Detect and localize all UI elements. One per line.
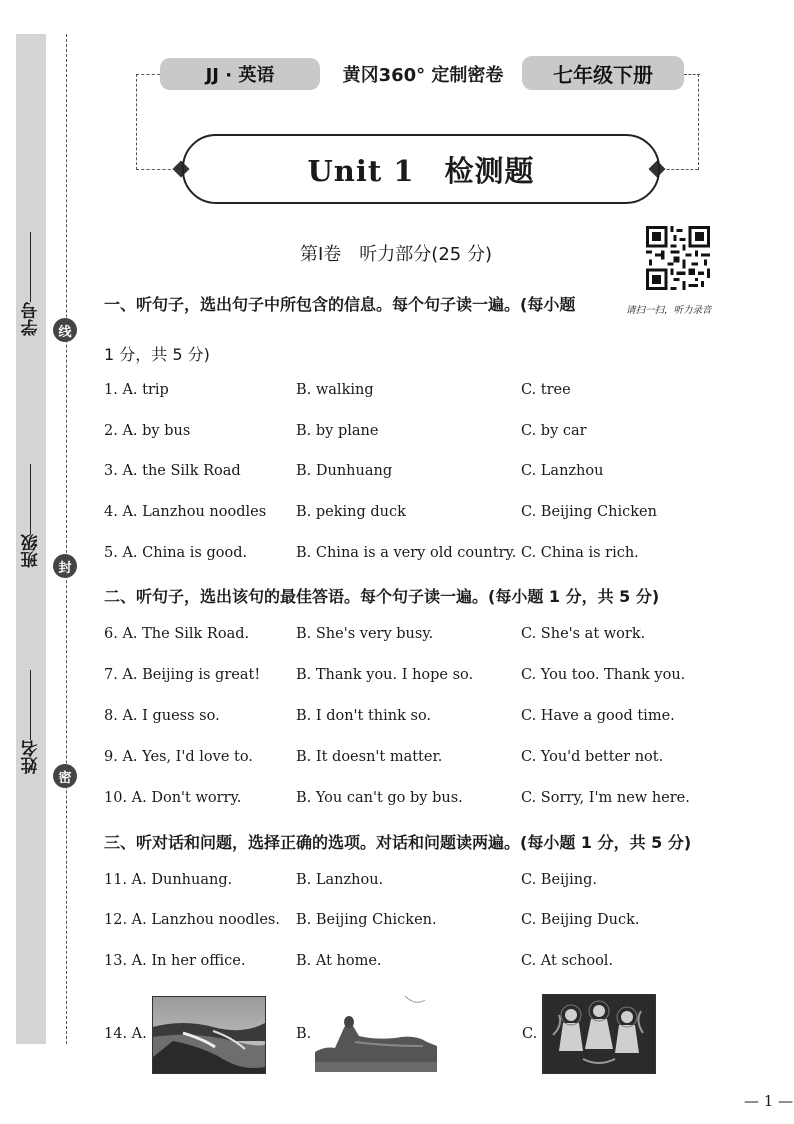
question-row — [104, 545, 704, 569]
option-b[interactable]: B. You can't go by bus. — [296, 790, 463, 806]
question-row — [104, 912, 704, 936]
option-a[interactable]: 9. A. Yes, I'd love to. — [104, 749, 253, 765]
option-c[interactable]: C. Lanzhou — [521, 463, 604, 479]
header-vdash-left — [136, 74, 137, 170]
option-c[interactable]: C. China is rich. — [521, 545, 639, 561]
option-a[interactable]: 6. A. The Silk Road. — [104, 626, 250, 642]
class-field — [18, 460, 44, 568]
option-c[interactable]: C. At school. — [521, 953, 614, 969]
option-b[interactable]: B. walking — [296, 382, 374, 398]
option-a[interactable]: 2. A. by bus — [104, 423, 191, 439]
option-a[interactable]: 11. A. Dunhuang. — [104, 872, 233, 888]
section-2-heading: 二、听句子，选出该句的最佳答语。每个句子读一遍。(每小题 1 分，共 5 分) — [104, 587, 660, 606]
brand-title: 黄冈360° 定制密卷 — [342, 65, 504, 86]
section-3-heading: 三、听对话和问题，选择正确的选项。对话和问题读两遍。(每小题 1 分，共 5 分) — [104, 833, 692, 852]
option-b[interactable]: B. China is a very old country. — [296, 545, 517, 561]
question-row — [104, 790, 704, 814]
q14-option-c-label: C. — [522, 1026, 538, 1042]
option-a[interactable]: 5. A. China is good. — [104, 545, 248, 561]
name-blank — [31, 670, 32, 740]
question-row — [104, 382, 704, 406]
part-title: 第Ⅰ卷 听力部分(25 分) — [300, 244, 492, 265]
seal-mark-feng: 封 — [53, 554, 77, 578]
option-b[interactable]: B. I don't think so. — [296, 708, 432, 724]
header-vdash-right — [698, 74, 699, 170]
option-b[interactable]: B. by plane — [296, 423, 379, 439]
name-label: 姓名 — [21, 740, 42, 774]
q14-option-a-label: 14. A. — [104, 1026, 147, 1042]
option-b[interactable]: B. peking duck — [296, 504, 406, 520]
subject-tag: JJ · 英语 — [160, 58, 320, 90]
page-title: Unit 1 检测题 — [182, 134, 660, 204]
option-c[interactable]: C. Beijing. — [521, 872, 598, 888]
student-id-blank — [31, 232, 32, 302]
title-dash-right — [662, 169, 698, 170]
title-dash-left — [136, 169, 176, 170]
question-row — [104, 463, 704, 487]
seal-mark-mi: 密 — [53, 764, 77, 788]
option-c[interactable]: C. Have a good time. — [521, 708, 675, 724]
option-c[interactable]: C. Beijing Chicken — [521, 504, 657, 520]
option-a[interactable]: 13. A. In her office. — [104, 953, 246, 969]
sculpture-photo[interactable] — [315, 996, 437, 1072]
option-b[interactable]: B. Thank you. I hope so. — [296, 667, 474, 683]
option-c[interactable]: C. She's at work. — [521, 626, 646, 642]
option-c[interactable]: C. Sorry, I'm new here. — [521, 790, 690, 806]
option-b[interactable]: B. Beijing Chicken. — [296, 912, 437, 928]
cut-line — [66, 34, 67, 1044]
option-c[interactable]: C. tree — [521, 382, 571, 398]
question-row — [104, 953, 704, 977]
option-c[interactable]: C. by car — [521, 423, 587, 439]
option-c[interactable]: C. You'd better not. — [521, 749, 664, 765]
name-field — [18, 666, 44, 774]
section-1-heading-cont: 1 分，共 5 分) — [104, 345, 210, 364]
qr-code-icon[interactable] — [646, 226, 710, 290]
waterfall-photo[interactable] — [152, 996, 266, 1074]
class-label: 班级 — [21, 534, 42, 568]
grade-tag: 七年级下册 — [522, 56, 684, 90]
question-row — [104, 626, 704, 650]
option-b[interactable]: B. Dunhuang — [296, 463, 393, 479]
option-c[interactable]: C. You too. Thank you. — [521, 667, 686, 683]
option-b[interactable]: B. She's very busy. — [296, 626, 434, 642]
question-row — [104, 667, 704, 691]
question-row — [104, 423, 704, 447]
student-id-field — [18, 228, 44, 336]
page-number: — 1 — — [744, 1092, 794, 1110]
option-a[interactable]: 3. A. the Silk Road — [104, 463, 241, 479]
option-a[interactable]: 4. A. Lanzhou noodles — [104, 504, 267, 520]
header-dash-left — [136, 74, 160, 75]
question-row — [104, 504, 704, 528]
section-1-heading: 一、听句子，选出句子中所包含的信息。每个句子读一遍。(每小题 — [104, 295, 576, 314]
class-blank — [31, 464, 32, 534]
option-b[interactable]: B. It doesn't matter. — [296, 749, 443, 765]
option-b[interactable]: B. Lanzhou. — [296, 872, 384, 888]
option-a[interactable]: 8. A. I guess so. — [104, 708, 220, 724]
option-a[interactable]: 7. A. Beijing is great! — [104, 667, 261, 683]
question-row — [104, 872, 704, 896]
seal-mark-xian: 线 — [53, 318, 77, 342]
option-a[interactable]: 12. A. Lanzhou noodles. — [104, 912, 280, 928]
option-c[interactable]: C. Beijing Duck. — [521, 912, 640, 928]
option-b[interactable]: B. At home. — [296, 953, 382, 969]
qr-caption: 请扫一扫，听力录音 — [626, 305, 712, 316]
option-a[interactable]: 10. A. Don't worry. — [104, 790, 242, 806]
option-a[interactable]: 1. A. trip — [104, 382, 169, 398]
mural-photo[interactable] — [542, 994, 656, 1074]
q14-option-b-label: B. — [296, 1026, 312, 1042]
student-id-label: 学号 — [21, 302, 42, 336]
question-row — [104, 708, 704, 732]
question-row — [104, 749, 704, 773]
